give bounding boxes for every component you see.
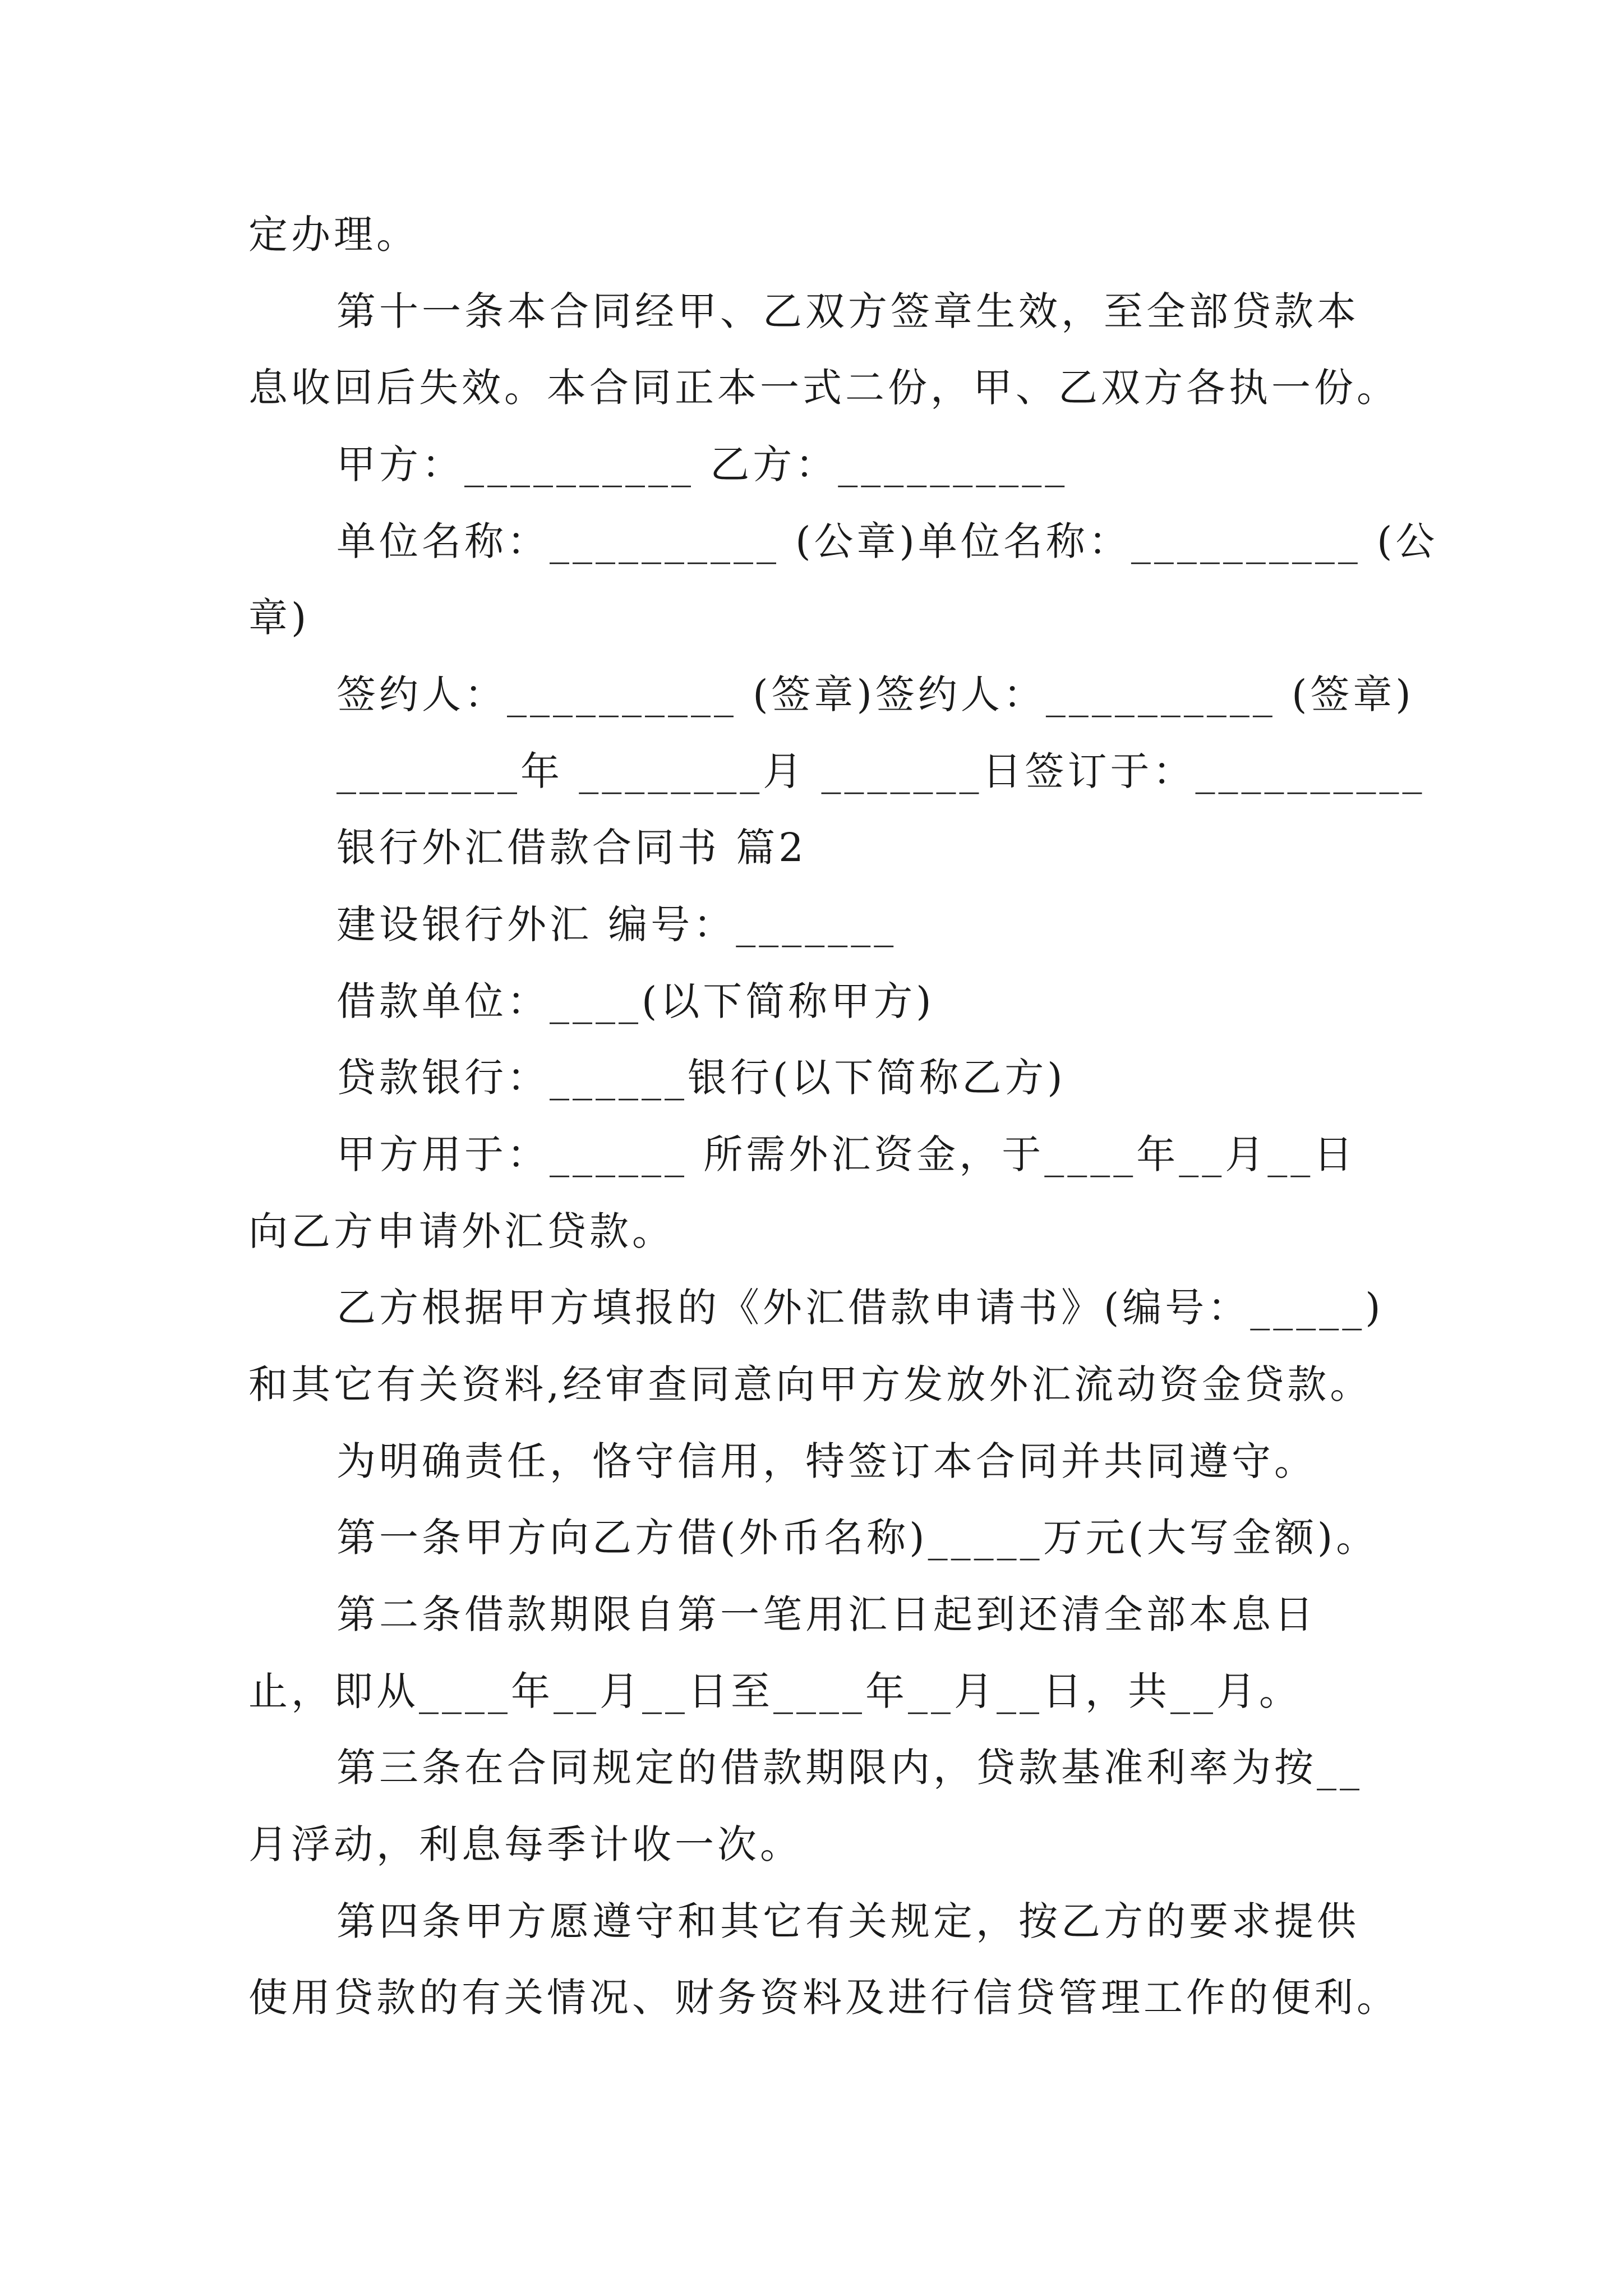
text-line: 章) bbox=[248, 595, 310, 641]
text-line: 月浮动，利息每季计收一次。 bbox=[248, 1821, 803, 1867]
text-line: 向乙方申请外汇贷款。 bbox=[248, 1208, 675, 1254]
text-line: 乙方根据甲方填报的《外汇借款申请书》(编号：_____) bbox=[336, 1285, 1384, 1331]
text-line: 和其它有关资料,经审查同意向甲方发放外汇流动资金贷款。 bbox=[248, 1361, 1373, 1407]
text-line: 为明确责任，恪守信用，特签订本合同并共同遵守。 bbox=[336, 1438, 1317, 1484]
section-heading: 银行外汇借款合同书 篇2 bbox=[336, 825, 807, 871]
text-line: 贷款银行：______银行(以下简称乙方) bbox=[336, 1055, 1066, 1101]
text-line: 第十一条本合同经甲、乙双方签章生效，至全部贷款本 bbox=[336, 288, 1359, 334]
text-line: 借款单位：____(以下简称甲方) bbox=[336, 978, 935, 1024]
text-line: 第三条在合同规定的借款期限内，贷款基准利率为按__ bbox=[336, 1745, 1363, 1791]
text-line: 单位名称：__________ (公章)单位名称：__________ (公 bbox=[336, 518, 1438, 564]
text-line: ________年 ________月 _______日签订于：__________ bbox=[336, 748, 1426, 794]
text-line: 第一条甲方向乙方借(外币名称)_____万元(大写金额)。 bbox=[336, 1515, 1379, 1561]
text-line: 定办理。 bbox=[248, 211, 419, 257]
text-line: 使用贷款的有关情况、财务资料及进行信贷管理工作的便利。 bbox=[248, 1975, 1399, 2021]
text-line: 止，即从____年__月__日至____年__月__日，共__月。 bbox=[248, 1668, 1302, 1714]
text-line: 息收回后失效。本合同正本一式二份，甲、乙双方各执一份。 bbox=[248, 365, 1399, 411]
text-line: 甲方用于：______ 所需外汇资金，于____年__月__日 bbox=[336, 1131, 1357, 1177]
text-line: 第四条甲方愿遵守和其它有关规定，按乙方的要求提供 bbox=[336, 1898, 1359, 1944]
text-line: 建设银行外汇 编号：_______ bbox=[336, 901, 897, 947]
text-line: 第二条借款期限自第一笔用汇日起到还清全部本息日 bbox=[336, 1591, 1317, 1637]
text-line: 甲方：__________ 乙方：__________ bbox=[336, 441, 1068, 487]
text-line: 签约人：__________ (签章)签约人：__________ (签章) bbox=[336, 671, 1414, 717]
